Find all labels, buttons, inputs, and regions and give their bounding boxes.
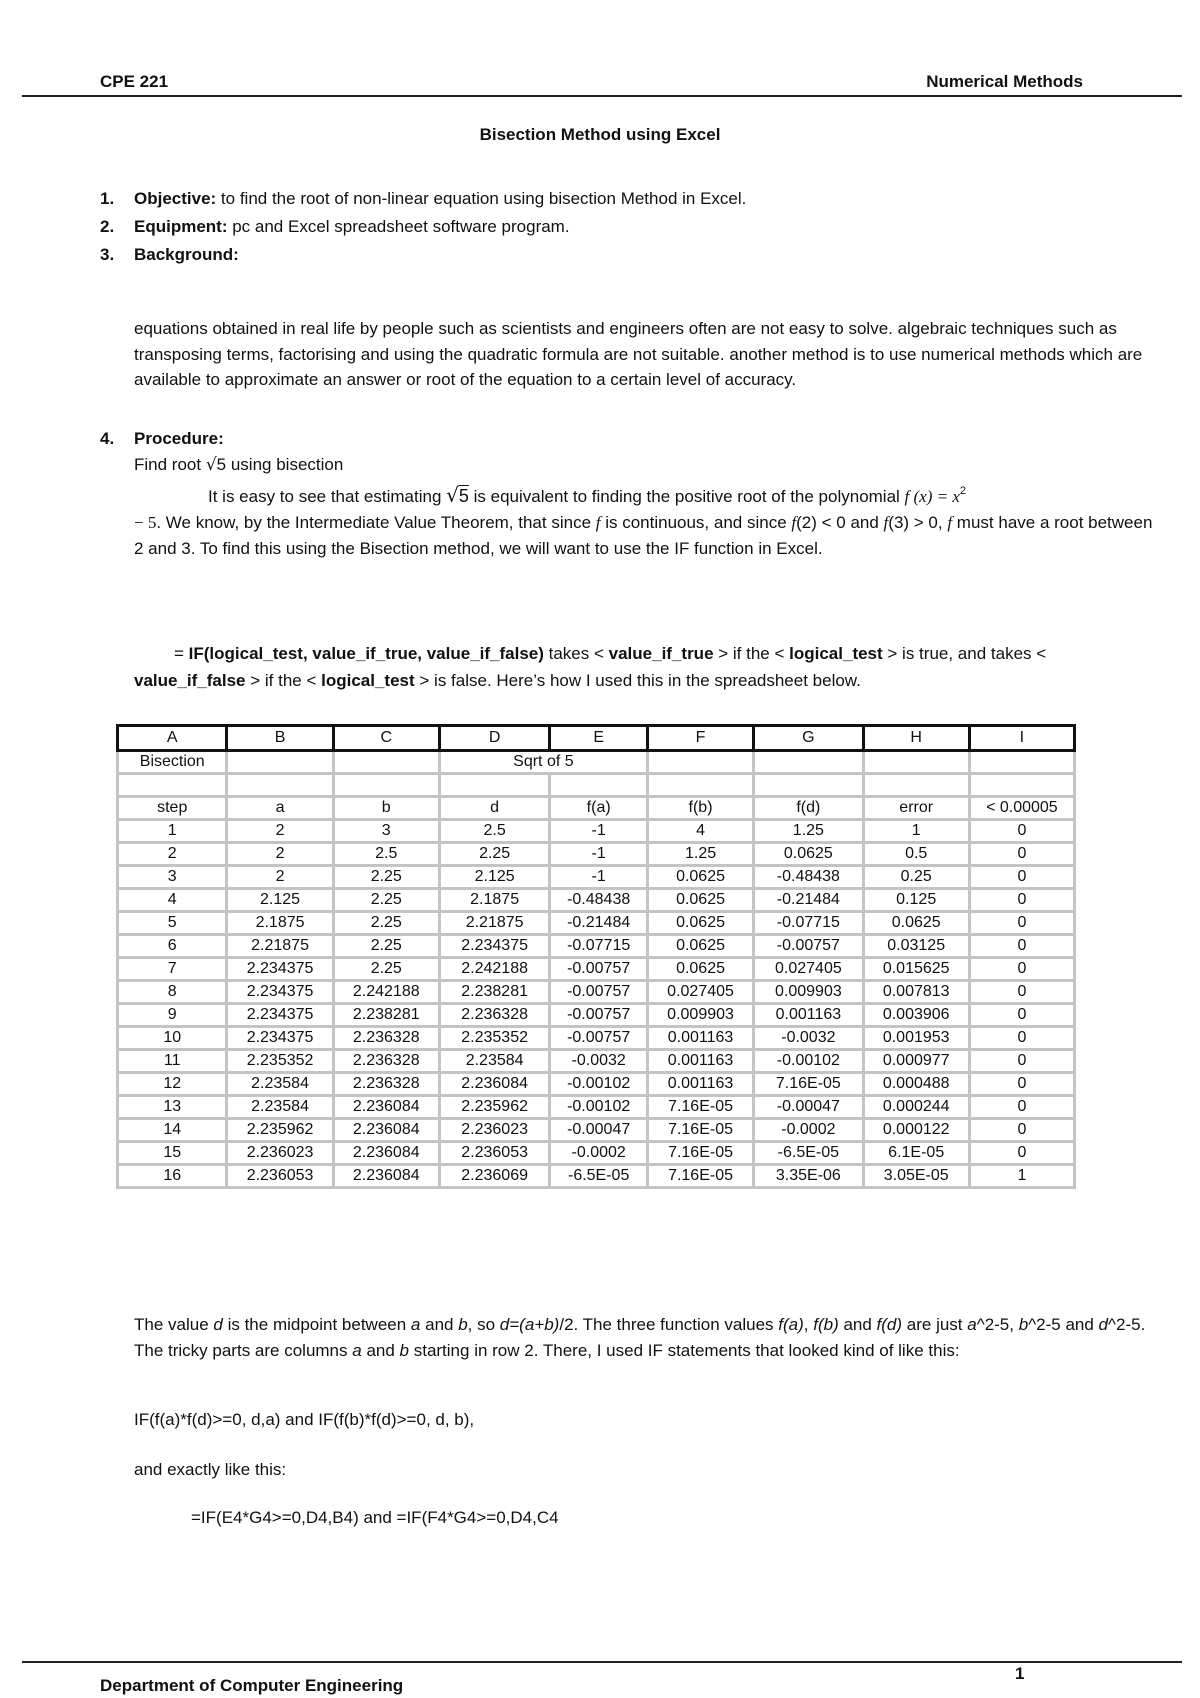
empty-cell xyxy=(227,751,333,774)
text-run: > is true, and takes < xyxy=(882,644,1047,663)
column-header: f(d) xyxy=(754,797,863,820)
column-header: step xyxy=(118,797,227,820)
table-cell: 0.001953 xyxy=(863,1027,969,1050)
exactly-label: and exactly like this: xyxy=(134,1460,287,1479)
column-letter: C xyxy=(333,726,439,751)
var-fa: f(a) xyxy=(778,1315,804,1334)
if-logical-test: logical_test xyxy=(789,644,883,663)
table-cell: 0 xyxy=(969,958,1074,981)
table-row xyxy=(118,1096,1075,1119)
table-cell: 9 xyxy=(118,1004,227,1027)
text-run: (3) > 0, xyxy=(888,513,948,532)
table-cell: 0.0625 xyxy=(647,935,753,958)
table-cell: 2 xyxy=(227,843,333,866)
list-number: 3. xyxy=(100,245,115,264)
if-signature: IF(logical_test, value_if_true, value_if_false) xyxy=(188,644,544,663)
column-letter: A xyxy=(118,726,227,751)
table-cell: 1.25 xyxy=(754,820,863,843)
table-cell: -0.0032 xyxy=(754,1027,863,1050)
table-cell: 2.242188 xyxy=(439,958,550,981)
background-label: Background: xyxy=(134,245,239,264)
footer-divider xyxy=(22,1661,1182,1663)
table-cell: 0.0625 xyxy=(647,958,753,981)
table-cell: 2.236053 xyxy=(439,1142,550,1165)
table-cell: 0 xyxy=(969,1073,1074,1096)
list-number: 4. xyxy=(100,429,115,448)
table-cell: -0.48438 xyxy=(754,866,863,889)
empty-cell xyxy=(863,751,969,774)
table-cell: 2.242188 xyxy=(333,981,439,1004)
table-cell: 1 xyxy=(863,820,969,843)
table-cell: 7 xyxy=(118,958,227,981)
table-row xyxy=(118,1073,1075,1096)
document-title: Bisection Method using Excel xyxy=(479,125,721,144)
table-cell: 0.000977 xyxy=(863,1050,969,1073)
table-cell: 2.234375 xyxy=(227,1027,333,1050)
intro-list xyxy=(100,185,1150,269)
table-row xyxy=(118,866,1075,889)
table-cell: -6.5E-05 xyxy=(754,1142,863,1165)
math-f: f xyxy=(595,513,601,532)
empty-cell xyxy=(333,751,439,774)
empty-cell xyxy=(118,774,227,797)
empty-cell xyxy=(969,751,1074,774)
text-run: It is easy to see that estimating xyxy=(208,487,447,506)
table-cell: -0.07715 xyxy=(754,912,863,935)
table-cell: -0.0032 xyxy=(550,1050,648,1073)
table-row xyxy=(118,935,1075,958)
table-cell: 2 xyxy=(227,866,333,889)
empty-cell xyxy=(754,774,863,797)
if-value-false: value_if_false xyxy=(134,671,246,690)
text-run: (2) < 0 and xyxy=(796,513,884,532)
table-cell: 2.235962 xyxy=(227,1119,333,1142)
table-cell: 2.1875 xyxy=(227,912,333,935)
table-row xyxy=(118,843,1075,866)
math-f: f xyxy=(947,513,953,532)
header-course-code: CPE 221 xyxy=(100,72,169,91)
if-logical-test: logical_test xyxy=(321,671,415,690)
var-b: b xyxy=(399,1341,409,1360)
table-cell: 2.125 xyxy=(439,866,550,889)
sqrt-symbol: √ xyxy=(446,483,459,507)
table-cell: 0 xyxy=(969,1096,1074,1119)
table-cell: 0.25 xyxy=(863,866,969,889)
table-cell: 5 xyxy=(118,912,227,935)
table-cell: -1 xyxy=(550,843,648,866)
table-cell: 0.015625 xyxy=(863,958,969,981)
table-cell: 2.236084 xyxy=(333,1119,439,1142)
midpoint-expr: d=(a+b) xyxy=(499,1315,560,1334)
footer-department: Department of Computer Engineering xyxy=(100,1676,404,1695)
find-root-line xyxy=(100,452,1155,478)
var-d: d xyxy=(1098,1315,1109,1334)
table-cell: 2.236084 xyxy=(333,1165,439,1188)
text-run: . We know, by the Intermediate Value Theorem, that since xyxy=(156,513,596,532)
column-letter: G xyxy=(754,726,863,751)
text-run: is equivalent to finding the positive root of the polynomial xyxy=(468,487,905,506)
table-cell: -0.00047 xyxy=(550,1119,648,1142)
table-cell: 2.238281 xyxy=(333,1004,439,1027)
title-cell: Bisection xyxy=(118,751,227,774)
table-cell: 14 xyxy=(118,1119,227,1142)
table-row xyxy=(118,820,1075,843)
table-cell: -1 xyxy=(550,866,648,889)
table-cell: 2.21875 xyxy=(227,935,333,958)
table-cell: 3.05E-05 xyxy=(863,1165,969,1188)
table-row xyxy=(118,1050,1075,1073)
table-cell: 2.236084 xyxy=(333,1142,439,1165)
list-item-equipment xyxy=(100,213,1150,241)
table-cell: 2.25 xyxy=(333,889,439,912)
table-cell: 2.235352 xyxy=(227,1050,333,1073)
table-cell: 8 xyxy=(118,981,227,1004)
table-cell: 0.027405 xyxy=(647,981,753,1004)
table-cell: 0.0625 xyxy=(754,843,863,866)
table-cell: -0.00757 xyxy=(550,981,648,1004)
text-run: starting in row 2. There, I used IF statements that looked kind of like this: xyxy=(409,1341,960,1360)
text-run: , so xyxy=(467,1315,500,1334)
table-cell: 2.25 xyxy=(333,958,439,981)
blank-row xyxy=(118,774,1075,797)
table-cell: 2.236084 xyxy=(333,1096,439,1119)
table-cell: 1 xyxy=(969,1165,1074,1188)
table-cell: 0 xyxy=(969,981,1074,1004)
text-run: ^2-5 and xyxy=(1028,1315,1099,1334)
table-cell: 2.236328 xyxy=(333,1027,439,1050)
table-cell: 4 xyxy=(118,889,227,912)
table-cell: 0.000244 xyxy=(863,1096,969,1119)
table-cell: 2.236328 xyxy=(333,1073,439,1096)
empty-cell xyxy=(439,774,550,797)
equipment-label: Equipment: xyxy=(134,217,228,236)
sqrt-argument: 5 xyxy=(216,455,227,474)
table-cell: 0 xyxy=(969,1004,1074,1027)
var-a: a xyxy=(967,1315,977,1334)
table-cell: 0 xyxy=(969,1142,1074,1165)
table-cell: 1.25 xyxy=(647,843,753,866)
table-cell: -0.21484 xyxy=(550,912,648,935)
table-cell: 0 xyxy=(969,912,1074,935)
column-letter: F xyxy=(647,726,753,751)
column-letter: D xyxy=(439,726,550,751)
table-cell: 2.125 xyxy=(227,889,333,912)
table-cell: 0 xyxy=(969,843,1074,866)
var-b: b xyxy=(1018,1315,1029,1334)
table-cell: 1 xyxy=(118,820,227,843)
table-cell: 0.125 xyxy=(863,889,969,912)
column-letter: H xyxy=(863,726,969,751)
table-cell: 3.35E-06 xyxy=(754,1165,863,1188)
table-cell: 2.238281 xyxy=(439,981,550,1004)
column-header: a xyxy=(227,797,333,820)
table-cell: -0.21484 xyxy=(754,889,863,912)
table-cell: 7.16E-05 xyxy=(647,1142,753,1165)
table-cell: -0.00757 xyxy=(754,935,863,958)
table-row xyxy=(118,1119,1075,1142)
text-run: and xyxy=(361,1341,400,1360)
table-cell: -0.00102 xyxy=(754,1050,863,1073)
table-cell: 0.0625 xyxy=(647,889,753,912)
table-row xyxy=(118,889,1075,912)
table-cell: -0.07715 xyxy=(550,935,648,958)
table-cell: 13 xyxy=(118,1096,227,1119)
column-header: b xyxy=(333,797,439,820)
table-cell: 2.23584 xyxy=(227,1096,333,1119)
text-run: and xyxy=(838,1315,877,1334)
table-cell: 4 xyxy=(647,820,753,843)
math-f: f xyxy=(791,513,797,532)
table-cell: 2.236023 xyxy=(439,1119,550,1142)
table-cell: 0.000488 xyxy=(863,1073,969,1096)
if-function-paragraph xyxy=(134,640,1154,694)
table-cell: 0 xyxy=(969,1119,1074,1142)
table-row xyxy=(118,1142,1075,1165)
empty-cell xyxy=(550,774,648,797)
table-cell: 2.236328 xyxy=(439,1004,550,1027)
table-cell: 0.000122 xyxy=(863,1119,969,1142)
table-cell: 0.001163 xyxy=(647,1073,753,1096)
table-cell: 12 xyxy=(118,1073,227,1096)
if-value-true: value_if_true xyxy=(608,644,714,663)
table-cell: 2.25 xyxy=(439,843,550,866)
ivt-paragraph xyxy=(100,478,1155,562)
find-root-text-end: using bisection xyxy=(226,455,344,474)
table-cell: 7.16E-05 xyxy=(754,1073,863,1096)
column-header: f(a) xyxy=(550,797,648,820)
table-cell: 0 xyxy=(969,866,1074,889)
text-run: must have a root between 2 and 3. To find this using the Bisection method, we will want to use the IF function in Excel. xyxy=(134,513,1153,558)
empty-cell xyxy=(647,774,753,797)
table-cell: 2.1875 xyxy=(439,889,550,912)
math-fx: f (x) = x xyxy=(904,487,960,506)
find-root-text: Find root xyxy=(134,455,206,474)
table-cell: -0.00757 xyxy=(550,958,648,981)
table-cell: 7.16E-05 xyxy=(647,1096,753,1119)
table-cell: 2.236053 xyxy=(227,1165,333,1188)
text-run: /2. The three function values xyxy=(559,1315,779,1334)
table-cell: 2.25 xyxy=(333,935,439,958)
table-cell: 0.0625 xyxy=(647,912,753,935)
header-subject: Numerical Methods xyxy=(926,72,1083,91)
var-a: a xyxy=(352,1341,362,1360)
table-cell: 15 xyxy=(118,1142,227,1165)
text-run: = xyxy=(174,644,189,663)
text-run: ^2-5, xyxy=(976,1315,1019,1334)
var-d: d xyxy=(213,1315,223,1334)
table-cell: -6.5E-05 xyxy=(550,1165,648,1188)
text-run: > is false. Here’s how I used this in the spreadsheet below. xyxy=(414,671,861,690)
table-cell: 2.234375 xyxy=(227,1004,333,1027)
table-cell: 2 xyxy=(227,820,333,843)
table-cell: 0.001163 xyxy=(647,1027,753,1050)
table-cell: 2.234375 xyxy=(227,981,333,1004)
table-row xyxy=(118,981,1075,1004)
table-cell: 0.03125 xyxy=(863,935,969,958)
column-letter-row xyxy=(118,726,1075,751)
empty-cell xyxy=(863,774,969,797)
table-cell: -0.48438 xyxy=(550,889,648,912)
text-run: are just xyxy=(902,1315,968,1334)
table-cell: -0.00102 xyxy=(550,1096,648,1119)
subtitle-cell: Sqrt of 5 xyxy=(439,751,647,774)
table-cell: 2.235962 xyxy=(439,1096,550,1119)
table-cell: 0.001163 xyxy=(647,1050,753,1073)
table-cell: 2.236023 xyxy=(227,1142,333,1165)
table-cell: 2.234375 xyxy=(227,958,333,981)
page-number: 1 xyxy=(1015,1664,1025,1683)
table-cell: -0.00102 xyxy=(550,1073,648,1096)
formula-exact: =IF(E4*G4>=0,D4,B4) and =IF(F4*G4>=0,D4,C4 xyxy=(191,1508,559,1527)
title-row xyxy=(118,751,1075,774)
column-letter: I xyxy=(969,726,1074,751)
table-cell: 2.236084 xyxy=(439,1073,550,1096)
header-row xyxy=(118,797,1075,820)
equipment-text: pc and Excel spreadsheet software program. xyxy=(227,217,570,236)
procedure-section xyxy=(100,426,1155,562)
table-cell: -0.00757 xyxy=(550,1027,648,1050)
math-exponent: 2 xyxy=(959,485,967,497)
table-cell: 2.5 xyxy=(439,820,550,843)
table-cell: 2.235352 xyxy=(439,1027,550,1050)
table-row xyxy=(118,1004,1075,1027)
var-fd: f(d) xyxy=(876,1315,903,1334)
table-cell: 6 xyxy=(118,935,227,958)
empty-cell xyxy=(227,774,333,797)
list-number: 1. xyxy=(100,189,115,208)
var-fb: f(b) xyxy=(813,1315,839,1334)
text-run: The value xyxy=(134,1315,214,1334)
table-cell: 3 xyxy=(333,820,439,843)
formula-generic: IF(f(a)*f(d)>=0, d,a) and IF(f(b)*f(d)>=0, d, b), xyxy=(134,1410,475,1429)
column-letter: B xyxy=(227,726,333,751)
list-item-background xyxy=(100,241,1150,269)
text-run: and xyxy=(420,1315,459,1334)
objective-text: to find the root of non-linear equation using bisection Method in Excel. xyxy=(216,189,747,208)
table-cell: 0.009903 xyxy=(754,981,863,1004)
table-cell: 2.25 xyxy=(333,866,439,889)
table-cell: 0.009903 xyxy=(647,1004,753,1027)
text-run: > if the < xyxy=(245,671,322,690)
table-cell: 6.1E-05 xyxy=(863,1142,969,1165)
table-cell: 10 xyxy=(118,1027,227,1050)
math-minus-five: − 5 xyxy=(134,513,157,532)
list-number: 2. xyxy=(100,217,115,236)
empty-cell xyxy=(333,774,439,797)
table-cell: 0 xyxy=(969,889,1074,912)
table-row xyxy=(118,1027,1075,1050)
table-cell: 2.236069 xyxy=(439,1165,550,1188)
text-run: , xyxy=(803,1315,814,1334)
header-divider xyxy=(22,95,1182,97)
table-cell: 0.0625 xyxy=(647,866,753,889)
math-f: f xyxy=(883,513,889,532)
column-header: error xyxy=(863,797,969,820)
table-cell: 2 xyxy=(118,843,227,866)
table-cell: 0.027405 xyxy=(754,958,863,981)
sqrt-symbol: √ xyxy=(205,455,217,475)
table-cell: 0.003906 xyxy=(863,1004,969,1027)
bisection-spreadsheet xyxy=(116,724,1076,1189)
empty-cell xyxy=(647,751,753,774)
background-paragraph: equations obtained in real life by people such as scientists and engineers often are not easy to solve. algebraic techniques such as transposing terms, factorising and using the quadratic formula are not suitable. another method is to use numerical methods which are available to approximate an answer or root of the equation to a certain level of accuracy. xyxy=(134,319,1143,389)
list-item-objective xyxy=(100,185,1150,213)
table-cell: -0.0002 xyxy=(550,1142,648,1165)
table-cell: 0.0625 xyxy=(863,912,969,935)
table-cell: -0.00757 xyxy=(550,1004,648,1027)
table-cell: 0 xyxy=(969,1050,1074,1073)
column-header: < 0.00005 xyxy=(969,797,1074,820)
table-cell: 0.5 xyxy=(863,843,969,866)
table-cell: 0 xyxy=(969,935,1074,958)
var-b: b xyxy=(458,1315,468,1334)
table-cell: 2.5 xyxy=(333,843,439,866)
table-cell: -0.00047 xyxy=(754,1096,863,1119)
objective-label: Objective: xyxy=(134,189,217,208)
procedure-label: Procedure: xyxy=(134,429,224,448)
table-cell: 3 xyxy=(118,866,227,889)
table-cell: 2.234375 xyxy=(439,935,550,958)
text-run: > if the < xyxy=(713,644,790,663)
table-cell: 2.23584 xyxy=(439,1050,550,1073)
table-cell: 0.007813 xyxy=(863,981,969,1004)
var-a: a xyxy=(410,1315,421,1334)
table-cell: 11 xyxy=(118,1050,227,1073)
column-letter: E xyxy=(550,726,648,751)
sqrt-argument: 5 xyxy=(458,486,469,506)
column-header: f(b) xyxy=(647,797,753,820)
table-cell: 0.001163 xyxy=(754,1004,863,1027)
table-cell: 0 xyxy=(969,1027,1074,1050)
text-run: is continuous, and since xyxy=(600,513,792,532)
text-run: ^2-5. The tricky parts are columns xyxy=(134,1315,1146,1360)
explanation-paragraph xyxy=(134,1312,1154,1364)
table-cell: 2.25 xyxy=(333,912,439,935)
table-cell: 7.16E-05 xyxy=(647,1165,753,1188)
table-cell: -1 xyxy=(550,820,648,843)
empty-cell xyxy=(969,774,1074,797)
empty-cell xyxy=(754,751,863,774)
table-row xyxy=(118,958,1075,981)
table-cell: 2.21875 xyxy=(439,912,550,935)
table-cell: 16 xyxy=(118,1165,227,1188)
table-cell: 0 xyxy=(969,820,1074,843)
table-row xyxy=(118,1165,1075,1188)
table-cell: 2.23584 xyxy=(227,1073,333,1096)
text-run: takes < xyxy=(543,644,609,663)
table-cell: 7.16E-05 xyxy=(647,1119,753,1142)
column-header: d xyxy=(439,797,550,820)
text-run: is the midpoint between xyxy=(222,1315,411,1334)
table-cell: -0.0002 xyxy=(754,1119,863,1142)
table-row xyxy=(118,912,1075,935)
table-cell: 2.236328 xyxy=(333,1050,439,1073)
